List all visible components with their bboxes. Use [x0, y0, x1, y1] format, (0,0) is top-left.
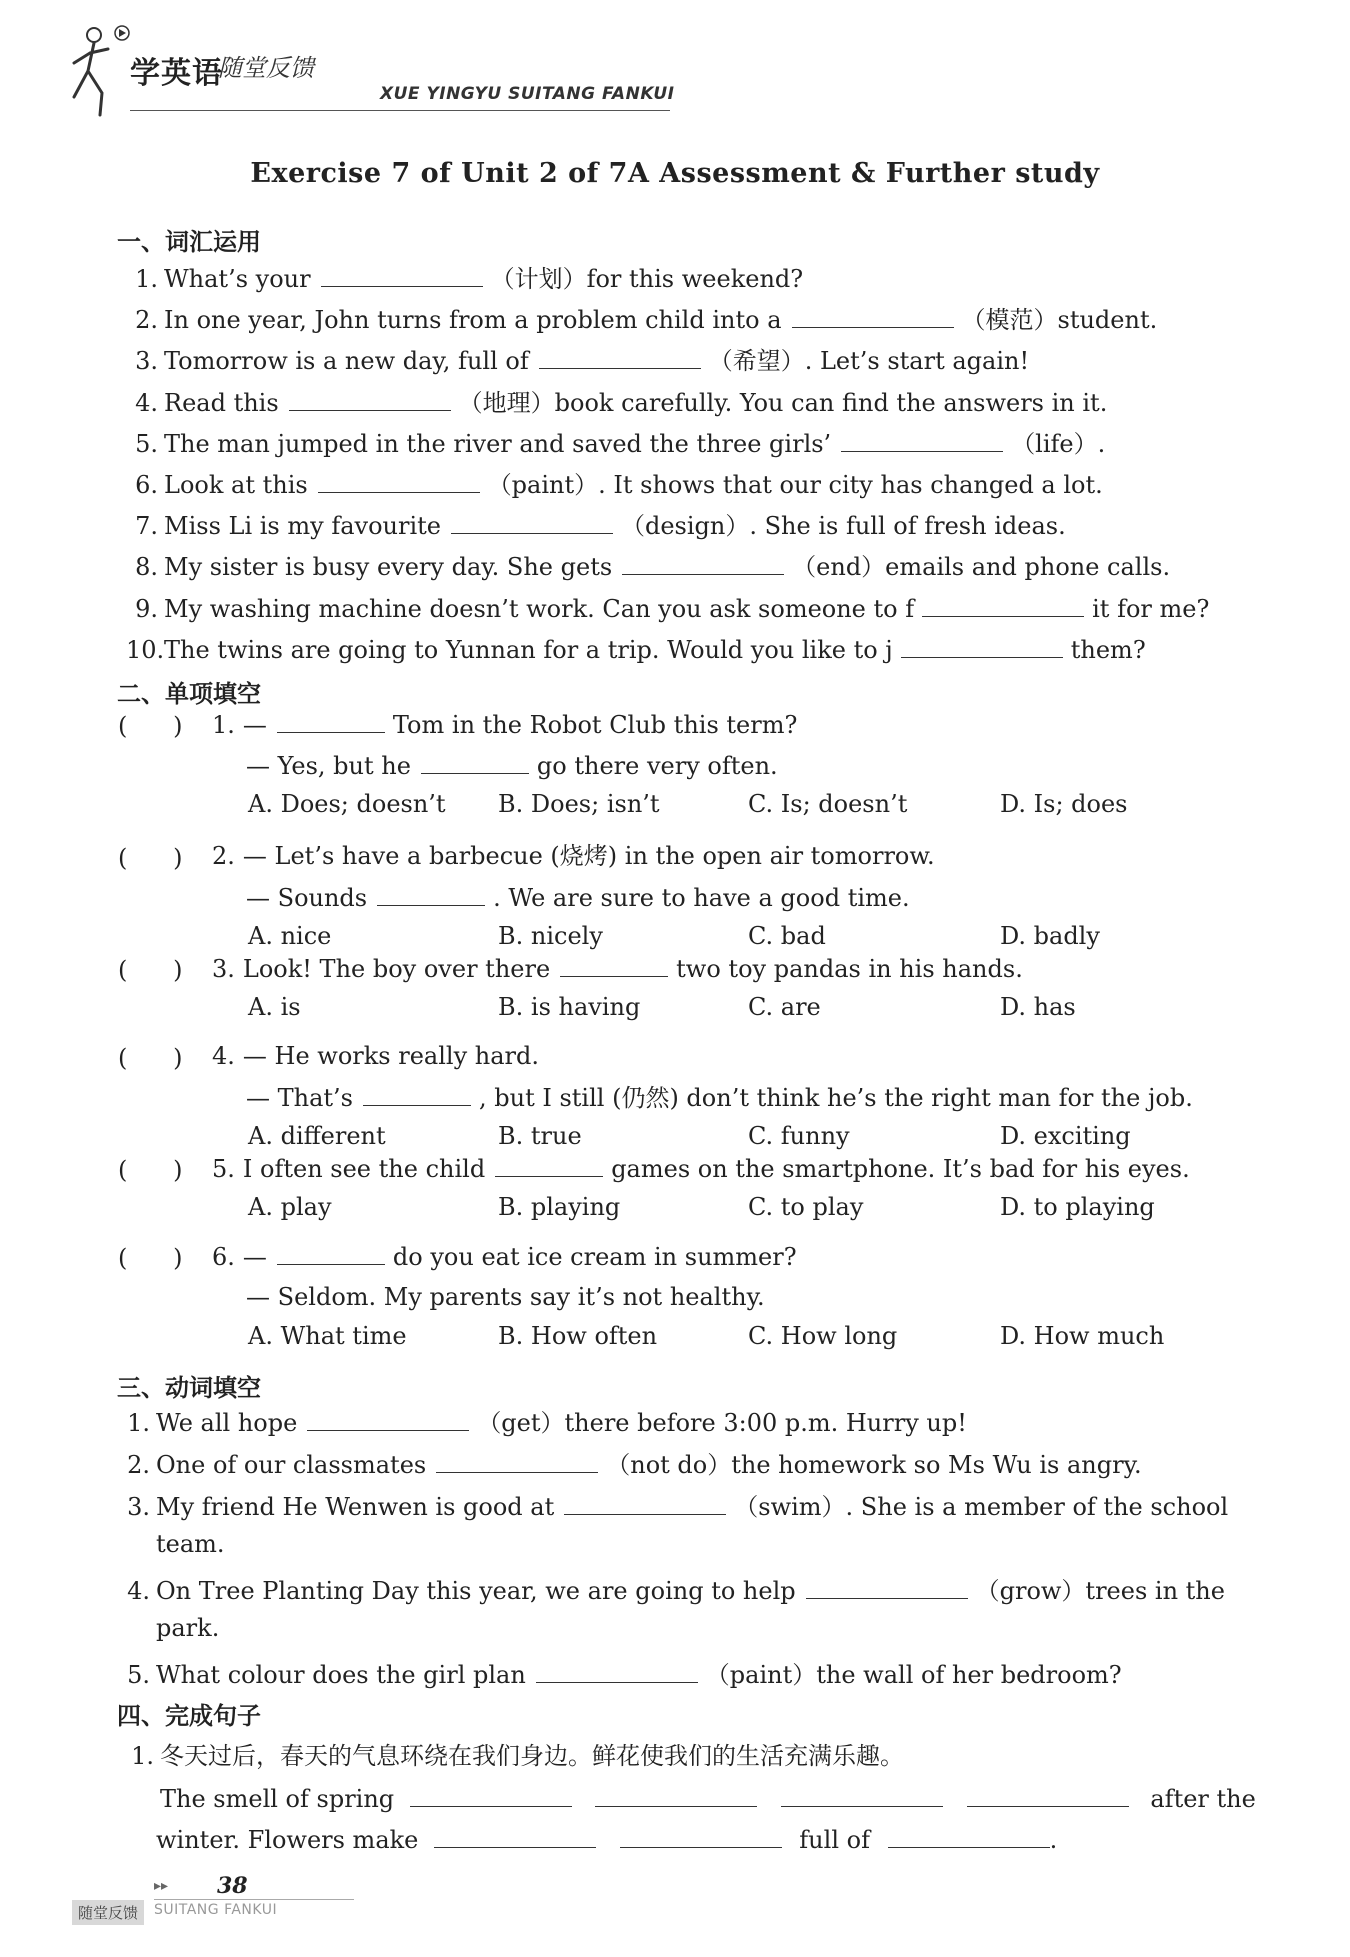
- answer-option[interactable]: D. has: [1000, 993, 1076, 1021]
- section-heading-complete: 四、完成句子: [117, 1702, 261, 1730]
- item-number: 3.: [127, 1493, 150, 1521]
- question-text: games on the smartphone. It’s bad for his eyes.: [611, 1155, 1190, 1183]
- verb-item-continued: park.: [156, 1614, 220, 1642]
- question-text: — Sounds: [246, 884, 368, 912]
- item-prompt: Tomorrow is a new day, full of: [164, 347, 529, 376]
- mc-reply: [246, 1281, 765, 1313]
- item-prompt: One of our classmates: [156, 1451, 427, 1479]
- answer-option[interactable]: C. funny: [748, 1122, 850, 1150]
- mc-reply: [246, 749, 778, 782]
- answer-paren[interactable]: ( ): [118, 1244, 183, 1272]
- answer-blank[interactable]: [806, 1574, 968, 1599]
- vocab-item: [126, 592, 1209, 625]
- mc-question: [212, 1040, 539, 1072]
- answer-blank[interactable]: [495, 1152, 603, 1177]
- page-header: [60, 18, 680, 128]
- mc-question: [212, 952, 1023, 985]
- answer-paren[interactable]: ( ): [118, 1044, 183, 1072]
- mc-question: [212, 1152, 1190, 1185]
- item-number: 2.: [135, 306, 158, 335]
- item-hint: （life）.: [1011, 429, 1106, 458]
- item-hint: （paint）. It shows that our city has changed a lot.: [487, 471, 1103, 499]
- answer-option[interactable]: D. to playing: [1000, 1193, 1155, 1221]
- answer-blank[interactable]: [888, 1823, 1050, 1848]
- header-rule: [130, 110, 670, 111]
- answer-paren[interactable]: ( ): [118, 712, 183, 740]
- answer-option[interactable]: C. are: [748, 993, 821, 1021]
- answer-option[interactable]: A. nice: [248, 922, 332, 950]
- answer-option[interactable]: B. How often: [498, 1322, 658, 1350]
- vocab-item: [126, 633, 1146, 666]
- answer-blank[interactable]: [536, 1658, 698, 1683]
- mc-question: [212, 708, 797, 741]
- vocab-item: [126, 386, 1107, 419]
- item-prompt: On Tree Planting Day this year, we are going to help: [156, 1577, 796, 1605]
- answer-blank[interactable]: [321, 262, 483, 287]
- answer-blank[interactable]: [620, 1823, 782, 1848]
- item-hint: （end）emails and phone calls.: [792, 553, 1171, 582]
- answer-blank[interactable]: [436, 1448, 598, 1473]
- complete-item-cn: 1. 冬天过后，春天的气息环绕在我们身边。鲜花使我们的生活充满乐趣。: [131, 1742, 904, 1770]
- item-hint: （paint）the wall of her bedroom?: [705, 1661, 1122, 1689]
- answer-paren[interactable]: ( ): [118, 1156, 183, 1184]
- answer-blank[interactable]: [967, 1782, 1129, 1807]
- question-text: Look! The boy over there: [242, 955, 551, 983]
- item-prompt: What colour does the girl plan: [156, 1661, 526, 1689]
- header-title-en: XUE YINGYU SUITANG FANKUI: [380, 84, 675, 104]
- item-hint: （模范）student.: [961, 306, 1158, 335]
- item-hint: （计划）for this weekend?: [490, 265, 804, 293]
- answer-option[interactable]: C. bad: [748, 922, 826, 950]
- answer-blank[interactable]: [595, 1782, 757, 1807]
- answer-option[interactable]: D. Is; does: [1000, 790, 1128, 818]
- item-hint: （grow）trees in the: [975, 1577, 1225, 1605]
- answer-blank[interactable]: [564, 1490, 726, 1515]
- vocab-item: [126, 509, 1066, 542]
- header-subtitle: 随堂反馈: [218, 54, 314, 82]
- question-text: — He works really hard.: [242, 1042, 540, 1070]
- item-number: 6.: [212, 1243, 235, 1271]
- item-prompt: My washing machine doesn’t work. Can you ask someone to f: [164, 594, 915, 623]
- verb-item: [118, 1658, 1122, 1691]
- item-number: 7.: [135, 512, 158, 541]
- item-number: 4.: [212, 1042, 235, 1070]
- item-number: 1.: [127, 1409, 150, 1437]
- answer-option[interactable]: B. Does; isn’t: [498, 790, 660, 818]
- item-number: 5.: [135, 429, 158, 458]
- footer-label-en: SUITANG FANKUI: [154, 1902, 278, 1918]
- section-heading-mc: 二、单项填空: [117, 680, 261, 708]
- answer-blank[interactable]: [560, 952, 668, 977]
- answer-blank[interactable]: [277, 1240, 385, 1265]
- item-number: 4.: [127, 1577, 150, 1605]
- mc-question: [212, 840, 935, 872]
- verb-item-continued: team.: [156, 1530, 225, 1558]
- answer-option[interactable]: C. Is; doesn’t: [748, 790, 908, 818]
- item-hint: （design）. She is full of fresh ideas.: [620, 512, 1066, 541]
- answer-blank[interactable]: [841, 427, 1003, 452]
- item-number: 6.: [135, 471, 158, 499]
- verb-item: [118, 1406, 967, 1439]
- item-number: 4.: [135, 388, 158, 417]
- answer-option[interactable]: B. is having: [498, 993, 641, 1021]
- answer-blank[interactable]: [421, 749, 529, 774]
- item-prompt: My friend He Wenwen is good at: [156, 1493, 555, 1521]
- answer-blank[interactable]: [781, 1782, 943, 1807]
- question-text: . We are sure to have a good time.: [493, 884, 910, 912]
- question-text: — Yes, but he: [246, 752, 411, 780]
- question-text: — That’s: [246, 1084, 353, 1112]
- mc-reply: [246, 1081, 1193, 1114]
- item-number: 2.: [212, 842, 235, 870]
- verb-item: [118, 1574, 1225, 1607]
- complete-item-line1: The smell of spring after the: [160, 1782, 1256, 1815]
- answer-blank[interactable]: [377, 881, 485, 906]
- answer-blank[interactable]: [307, 1406, 469, 1431]
- question-text: do you eat ice cream in summer?: [392, 1243, 797, 1271]
- page-title: Exercise 7 of Unit 2 of 7A Assessment & Further study: [250, 158, 1100, 189]
- item-number: 1.: [212, 711, 235, 739]
- section-heading-vocab: 一、词汇运用: [117, 228, 261, 256]
- answer-paren[interactable]: ( ): [118, 844, 183, 872]
- complete-item-line2: winter. Flowers make full of .: [156, 1823, 1057, 1856]
- answer-option[interactable]: B. playing: [498, 1193, 621, 1221]
- question-text: —: [242, 1243, 267, 1271]
- question-text: , but I still (仍然) don’t think he’s the right man for the job.: [479, 1084, 1193, 1112]
- item-number: 5.: [212, 1155, 235, 1183]
- answer-option[interactable]: A. play: [248, 1193, 332, 1221]
- item-hint: （地理）book carefully. You can find the answers in it.: [458, 388, 1108, 417]
- item-number: 10.: [126, 635, 165, 664]
- item-hint: （swim）. She is a member of the school: [734, 1493, 1229, 1521]
- vocab-item: [126, 344, 1029, 377]
- answer-option[interactable]: A. is: [248, 993, 301, 1021]
- item-prompt: In one year, John turns from a problem child into a: [164, 306, 782, 335]
- answer-blank[interactable]: [539, 344, 701, 369]
- answer-blank[interactable]: [922, 592, 1084, 617]
- answer-blank[interactable]: [901, 633, 1063, 658]
- section-heading-verbs: 三、动词填空: [117, 1374, 261, 1402]
- verb-item: [118, 1490, 1228, 1523]
- vocab-item: [126, 550, 1170, 583]
- item-hint: （not do）the homework so Ms Wu is angry.: [606, 1451, 1142, 1479]
- answer-option[interactable]: C. How long: [748, 1322, 898, 1350]
- page-number: 38: [217, 1873, 248, 1899]
- item-hint: （get）there before 3:00 p.m. Hurry up!: [477, 1409, 967, 1437]
- item-hint: it for me?: [1092, 594, 1210, 623]
- vocab-item: [126, 262, 803, 295]
- answer-blank[interactable]: [451, 509, 613, 534]
- header-title: 学英语: [130, 56, 223, 91]
- item-prompt: Miss Li is my favourite: [164, 512, 441, 541]
- question-text: — Seldom. My parents say it’s not healthy.: [246, 1283, 765, 1311]
- answer-option[interactable]: A. different: [248, 1122, 386, 1150]
- vocab-item: [126, 468, 1103, 501]
- item-prompt: The man jumped in the river and saved the three girls’: [164, 429, 832, 458]
- item-number: 5.: [127, 1661, 150, 1689]
- answer-blank[interactable]: [363, 1081, 471, 1106]
- answer-paren[interactable]: ( ): [118, 956, 183, 984]
- answer-option[interactable]: A. What time: [248, 1322, 407, 1350]
- item-number: 9.: [135, 594, 158, 623]
- item-number: 3.: [212, 955, 235, 983]
- item-prompt: We all hope: [156, 1409, 298, 1437]
- answer-blank[interactable]: [277, 708, 385, 733]
- footer-rule: [154, 1899, 354, 1900]
- answer-option[interactable]: D. badly: [1000, 922, 1100, 950]
- question-text: I often see the child: [242, 1155, 486, 1183]
- answer-option[interactable]: B. nicely: [498, 922, 603, 950]
- answer-option[interactable]: D. exciting: [1000, 1122, 1131, 1150]
- answer-option[interactable]: C. to play: [748, 1193, 864, 1221]
- item-number: 2.: [127, 1451, 150, 1479]
- item-prompt: Look at this: [164, 471, 308, 499]
- vocab-item: [126, 303, 1157, 336]
- item-prompt: What’s your: [164, 265, 311, 293]
- answer-blank[interactable]: [410, 1782, 572, 1807]
- runner-logo-icon: [60, 23, 130, 123]
- mc-question: [212, 1240, 797, 1273]
- item-number: 8.: [135, 553, 158, 582]
- item-hint: （希望）. Let’s start again!: [708, 347, 1030, 376]
- answer-option[interactable]: D. How much: [1000, 1322, 1165, 1350]
- question-text: two toy pandas in his hands.: [676, 955, 1023, 983]
- item-number: 3.: [135, 347, 158, 376]
- question-text: Tom in the Robot Club this term?: [392, 711, 798, 739]
- question-text: go there very often.: [536, 752, 778, 780]
- verb-item: [118, 1448, 1142, 1481]
- footer-label: 随堂反馈: [72, 1900, 144, 1925]
- item-hint: them?: [1070, 635, 1146, 664]
- answer-blank[interactable]: [289, 386, 451, 411]
- item-number: 1.: [135, 265, 158, 293]
- answer-blank[interactable]: [622, 550, 784, 575]
- answer-option[interactable]: B. true: [498, 1122, 582, 1150]
- question-text: —: [242, 711, 267, 739]
- item-prompt: Read this: [164, 388, 279, 417]
- answer-blank[interactable]: [318, 468, 480, 493]
- answer-option[interactable]: A. Does; doesn’t: [248, 790, 446, 818]
- vocab-item: [126, 427, 1105, 460]
- item-prompt: The twins are going to Yunnan for a trip. Would you like to j: [164, 635, 893, 664]
- item-prompt: My sister is busy every day. She gets: [164, 553, 613, 582]
- answer-blank[interactable]: [792, 303, 954, 328]
- question-text: — Let’s have a barbecue (烧烤) in the open air tomorrow.: [242, 842, 935, 870]
- page-footer: [72, 1868, 372, 1928]
- mc-reply: [246, 881, 910, 914]
- answer-blank[interactable]: [434, 1823, 596, 1848]
- arrow-icon: ▸▸: [154, 1878, 169, 1894]
